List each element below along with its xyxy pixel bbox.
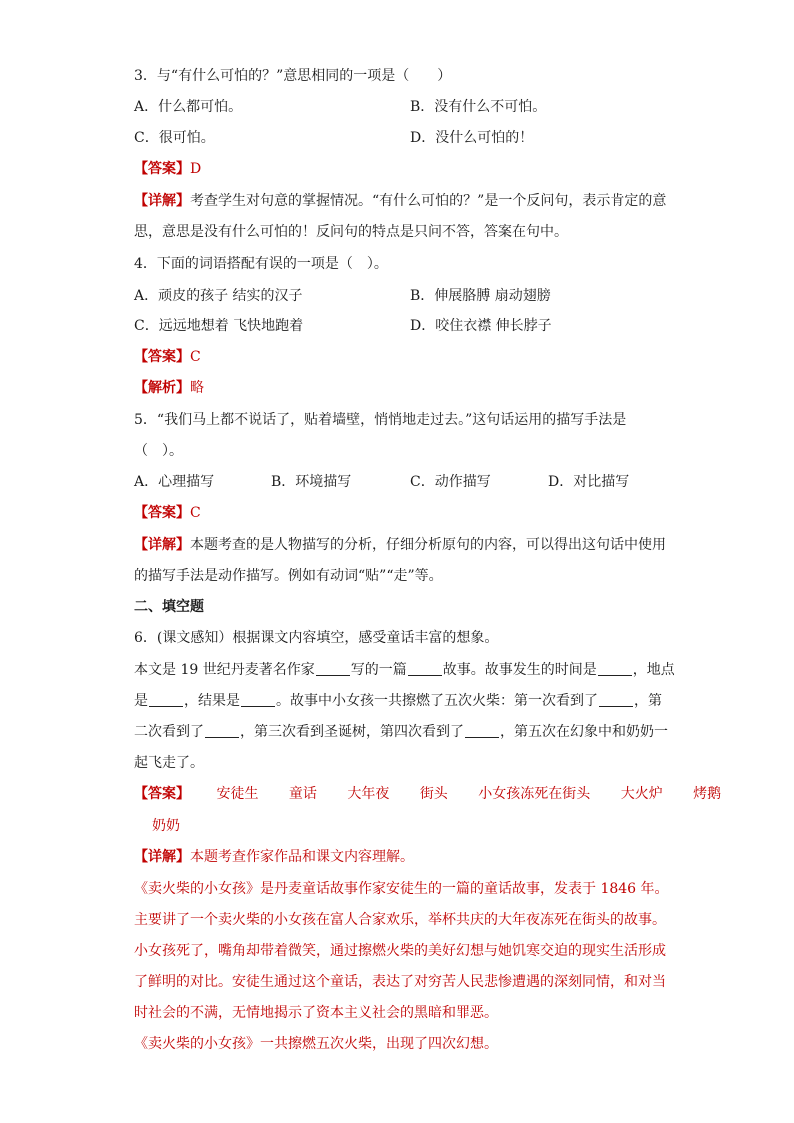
analysis-text: 略 — [190, 380, 204, 396]
q3-detail-line-1 — [134, 191, 666, 211]
fill-blank — [465, 723, 499, 738]
q6-explanation-line-1: 《卖火柴的小女孩》是丹麦童话故事作家安徒生的一篇的童话故事，发表于 1846 年。 — [134, 881, 669, 897]
fill-blank — [316, 661, 350, 676]
detail-tag: 【详解】 — [134, 193, 190, 209]
passage-text: 写的一篇 — [350, 662, 407, 678]
q5-stem-line-2: （ ）。 — [134, 443, 183, 459]
answer-value: 大年夜 — [347, 786, 390, 802]
fill-blank — [598, 661, 632, 676]
q6-passage-line-2 — [134, 691, 662, 711]
q3-option-a: A．什么都可怕。 — [134, 99, 243, 115]
fill-blank — [205, 723, 239, 738]
q5-option-d: D．对比描写 — [548, 474, 630, 490]
answer-tag: 【答案】 — [134, 786, 190, 802]
answer-tag: 【答案】 — [134, 349, 190, 365]
q5-answer — [134, 503, 201, 523]
q5-detail-line-2: 的描写手法是动作描写。例如有动词“贴”“走”等。 — [134, 568, 443, 584]
answer-value: C — [190, 505, 201, 521]
detail-text: 考查学生对句意的掌握情况。“有什么可怕的？”是一个反问句，表示肯定的意 — [190, 193, 667, 209]
analysis-tag: 【解析】 — [134, 380, 190, 396]
q6-passage-line-4: 起飞走了。 — [134, 755, 204, 771]
passage-text: ，第三次看到圣诞树，第四次看到了 — [240, 724, 464, 740]
detail-tag: 【详解】 — [134, 537, 190, 553]
q5-option-a: A．心理描写 — [134, 474, 215, 490]
answer-value: C — [190, 349, 201, 365]
q6-explanation-line-4: 了鲜明的对比。安徒生通过这个童话，表达了对穷苦人民悲惨遭遇的深刻同情，和对当 — [134, 974, 666, 990]
q3-option-c: C．很可怕。 — [134, 130, 215, 146]
fill-blank — [241, 692, 275, 707]
q5-stem-line-1: 5．“我们马上都不说话了，贴着墙壁，悄悄地走过去。”这句话运用的描写手法是 — [134, 412, 627, 428]
answer-value: D — [190, 161, 202, 177]
q6-answer — [134, 784, 721, 804]
q4-option-b: B．伸展胳膊 扇动翅膀 — [410, 288, 551, 304]
q6-passage-line-1 — [134, 660, 675, 680]
answer-tag: 【答案】 — [134, 505, 190, 521]
q4-option-d: D．咬住衣襟 伸长脖子 — [410, 318, 552, 334]
answer-value: 街头 — [419, 786, 448, 802]
fill-blank — [408, 661, 442, 676]
q6-explanation-line-2: 主要讲了一个卖火柴的小女孩在富人合家欢乐，举杯共庆的大年夜冻死在街头的故事。 — [134, 912, 666, 928]
answer-value: 大火炉 — [620, 786, 663, 802]
section-title: 二、填空题 — [134, 599, 204, 615]
q4-analysis — [134, 378, 204, 398]
q6-explanation-line-3: 小女孩死了，嘴角却带着微笑，通过擦燃火柴的美好幻想与她饥寒交迫的现实生活形成 — [134, 943, 666, 959]
passage-text: ，第 — [634, 693, 662, 709]
answer-value: 童话 — [288, 786, 317, 802]
passage-text: 。故事中小女孩一共擦燃了五次火柴：第一次看到了 — [276, 693, 598, 709]
passage-text: 二次看到了 — [134, 724, 204, 740]
q6-explanation-line-5: 时社会的不满，无情地揭示了资本主义社会的黑暗和罪恶。 — [134, 1005, 498, 1021]
q3-option-b: B．没有什么不可怕。 — [410, 99, 547, 115]
detail-text: 本题考查作家作品和课文内容理解。 — [190, 849, 414, 865]
q6-stem: 6．(课文感知）根据课文内容填空，感受童话丰富的想象。 — [134, 630, 499, 646]
q6-passage-line-3 — [134, 722, 668, 742]
q6-detail — [134, 847, 414, 867]
passage-text: 故事。故事发生的时间是 — [442, 662, 597, 678]
answer-value: 烤鹅 — [693, 786, 722, 802]
q3-stem: 3．与“有什么可怕的？”意思相同的一项是（ ） — [134, 68, 452, 84]
q3-option-d: D．没什么可怕的！ — [410, 130, 534, 146]
q5-detail-line-1 — [134, 535, 666, 555]
q5-option-c: C．动作描写 — [410, 474, 491, 490]
answer-tag: 【答案】 — [134, 161, 190, 177]
answer-value: 小女孩冻死在街头 — [478, 786, 591, 802]
q4-option-a: A．顽皮的孩子 结实的汉子 — [134, 288, 303, 304]
q4-answer — [134, 347, 201, 367]
passage-text: ，结果是 — [184, 693, 240, 709]
q4-option-c: C．远远地想着 飞快地跑着 — [134, 318, 304, 334]
passage-text: 本文是 19 世纪丹麦著名作家 — [134, 662, 315, 678]
answer-value: 奶奶 — [152, 818, 180, 834]
passage-text: ，地点 — [632, 662, 675, 678]
passage-text: ，第五次在幻象中和奶奶一 — [500, 724, 668, 740]
q3-detail-line-2: 思，意思是没有什么可怕的！反问句的特点是只问不答，答案在句中。 — [134, 224, 568, 240]
q5-option-b: B．环境描写 — [271, 474, 352, 490]
q6-answer-continued — [152, 816, 180, 836]
q3-answer — [134, 159, 201, 179]
detail-tag: 【详解】 — [134, 849, 190, 865]
fill-blank — [599, 692, 633, 707]
q6-explanation-line-6: 《卖火柴的小女孩》一共擦燃五次火柴，出现了四次幻想。 — [134, 1036, 498, 1052]
fill-blank — [149, 692, 183, 707]
passage-text: 是 — [134, 693, 148, 709]
q4-stem: 4．下面的词语搭配有误的一项是（ ）。 — [134, 256, 388, 272]
answer-value: 安徒生 — [216, 786, 259, 802]
detail-text: 本题考查的是人物描写的分析，仔细分析原句的内容，可以得出这句话中使用 — [190, 537, 666, 553]
